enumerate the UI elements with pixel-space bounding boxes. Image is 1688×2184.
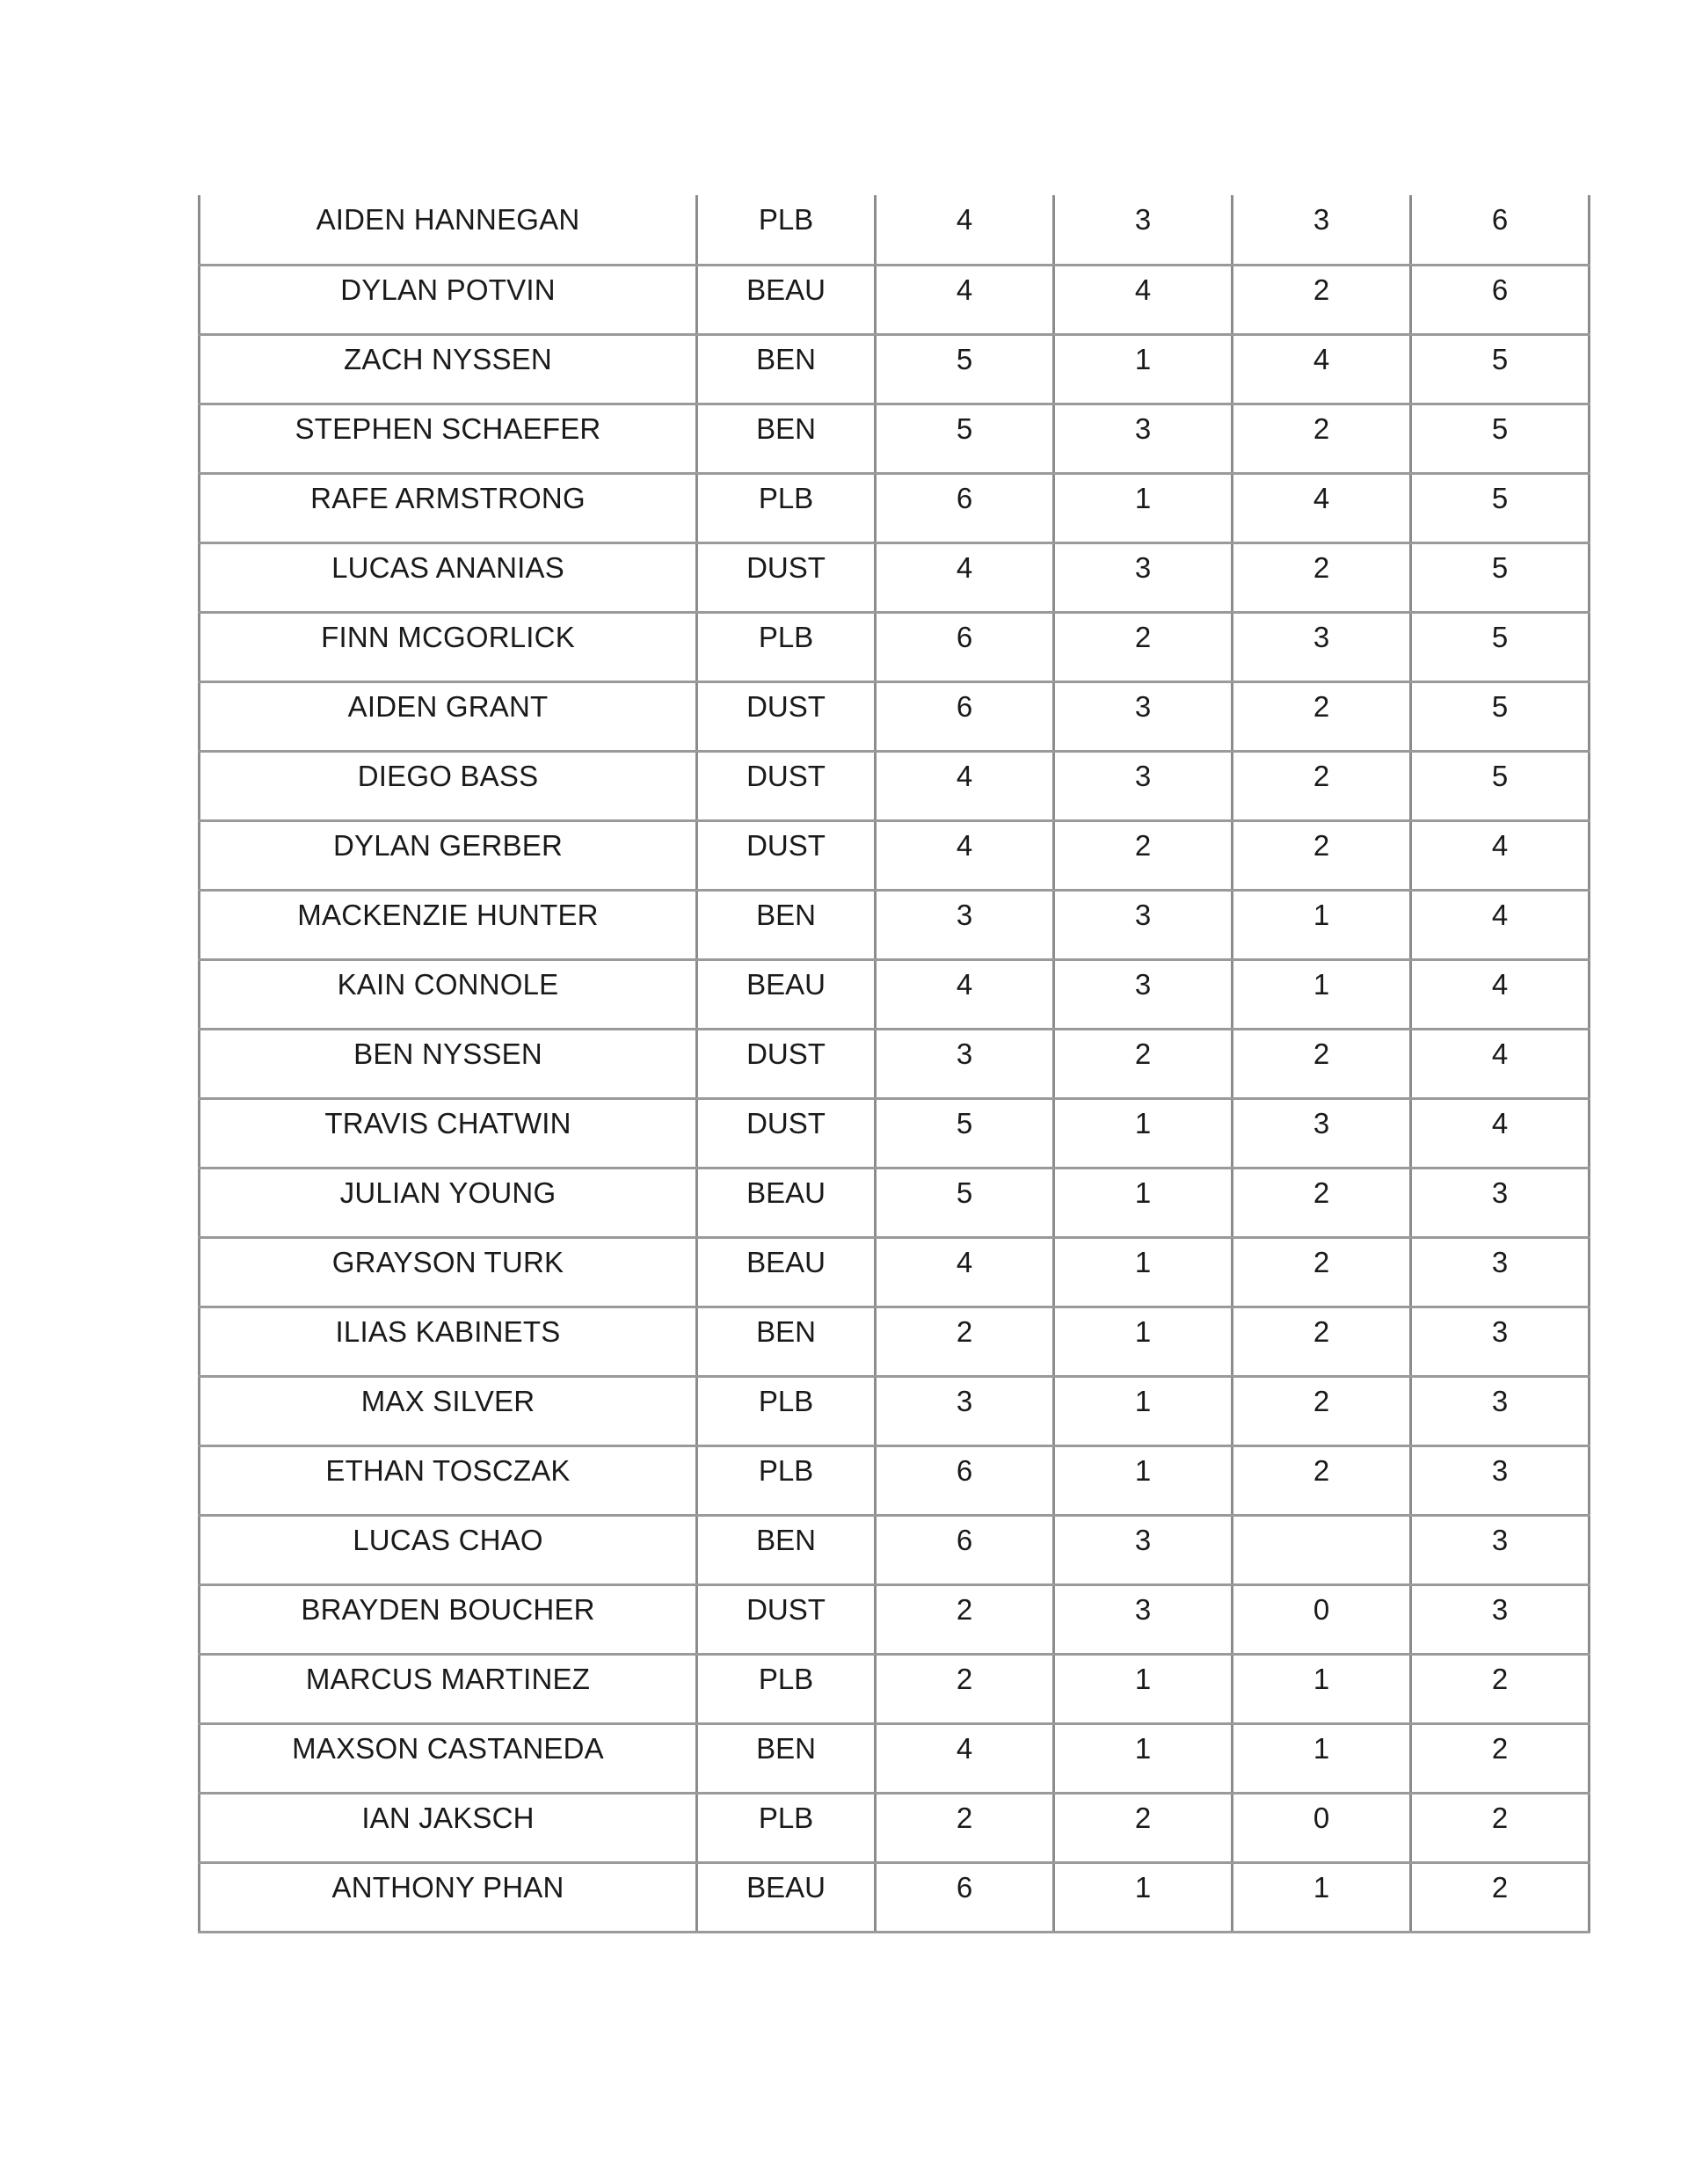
stat-cell: 2 [1411,1862,1590,1932]
team-cell: DUST [697,681,876,751]
team-cell: BEN [697,1307,876,1376]
stat-cell: 6 [876,473,1054,542]
player-name-cell: MAX SILVER [200,1376,697,1445]
stat-cell: 2 [876,1307,1054,1376]
stat-cell: 2 [876,1793,1054,1862]
team-cell: PLB [697,1445,876,1515]
player-name-cell: DIEGO BASS [200,751,697,820]
stat-cell: 1 [1054,1862,1233,1932]
stat-cell: 5 [876,1098,1054,1168]
player-stats-table [198,195,1590,1933]
table-row [200,265,1590,334]
player-name-cell: RAFE ARMSTRONG [200,473,697,542]
team-cell: PLB [697,1654,876,1723]
player-name-cell: MAXSON CASTANEDA [200,1723,697,1793]
stat-cell: 6 [1411,195,1590,265]
stat-cell: 5 [1411,542,1590,612]
player-name-cell: STEPHEN SCHAEFER [200,404,697,473]
stat-cell: 4 [1411,890,1590,959]
stat-cell: 2 [1054,820,1233,890]
stat-cell: 4 [1411,820,1590,890]
player-name-cell: MACKENZIE HUNTER [200,890,697,959]
stat-cell: 6 [876,1515,1054,1584]
stat-cell: 2 [1233,1029,1411,1098]
stat-cell: 5 [1411,612,1590,681]
table-row [200,473,1590,542]
stat-cell: 2 [1233,265,1411,334]
stat-cell: 2 [1233,1168,1411,1237]
stat-cell: 1 [1054,1168,1233,1237]
player-name-cell: LUCAS ANANIAS [200,542,697,612]
stat-cell: 3 [1054,195,1233,265]
table-row [200,612,1590,681]
player-name-cell: LUCAS CHAO [200,1515,697,1584]
stat-cell: 6 [876,1862,1054,1932]
stat-cell: 0 [1233,1793,1411,1862]
team-cell: PLB [697,195,876,265]
stat-cell: 2 [1411,1654,1590,1723]
stat-cell [1233,1515,1411,1584]
stat-cell: 3 [1233,612,1411,681]
player-name-cell: DYLAN POTVIN [200,265,697,334]
stat-cell: 4 [876,1723,1054,1793]
team-cell: BEN [697,1515,876,1584]
stat-cell: 4 [1233,334,1411,404]
stat-cell: 1 [1054,334,1233,404]
stat-cell: 3 [876,890,1054,959]
stat-cell: 5 [876,334,1054,404]
player-name-cell: TRAVIS CHATWIN [200,1098,697,1168]
stat-cell: 2 [1233,1237,1411,1307]
team-cell: DUST [697,1029,876,1098]
table-row [200,1862,1590,1932]
stat-cell: 1 [1233,1723,1411,1793]
player-name-cell: ETHAN TOSCZAK [200,1445,697,1515]
table-row [200,890,1590,959]
stat-cell: 3 [1054,542,1233,612]
stat-cell: 4 [876,959,1054,1029]
team-cell: PLB [697,1376,876,1445]
stat-cell: 3 [1054,890,1233,959]
team-cell: BEN [697,334,876,404]
stat-cell: 4 [876,1237,1054,1307]
stat-cell: 3 [1054,681,1233,751]
team-cell: BEAU [697,265,876,334]
table-row [200,820,1590,890]
table-row [200,1307,1590,1376]
player-name-cell: ZACH NYSSEN [200,334,697,404]
stat-cell: 4 [1411,959,1590,1029]
stat-cell: 3 [876,1029,1054,1098]
stat-cell: 3 [1054,959,1233,1029]
stat-cell: 1 [1233,1862,1411,1932]
stat-cell: 1 [1054,1376,1233,1445]
stat-cell: 5 [1411,404,1590,473]
table-row [200,751,1590,820]
stat-cell: 1 [1054,1654,1233,1723]
stat-cell: 1 [1054,1723,1233,1793]
table-row [200,334,1590,404]
team-cell: BEAU [697,1862,876,1932]
stat-cell: 3 [1411,1168,1590,1237]
player-name-cell: BRAYDEN BOUCHER [200,1584,697,1654]
player-name-cell: IAN JAKSCH [200,1793,697,1862]
stat-cell: 1 [1054,473,1233,542]
stat-cell: 3 [1054,404,1233,473]
stat-cell: 1 [1054,1307,1233,1376]
player-name-cell: FINN MCGORLICK [200,612,697,681]
team-cell: DUST [697,1584,876,1654]
table-row [200,1029,1590,1098]
stat-cell: 3 [1411,1307,1590,1376]
stat-cell: 3 [876,1376,1054,1445]
stat-cell: 4 [876,265,1054,334]
stat-cell: 5 [876,404,1054,473]
stat-cell: 2 [876,1654,1054,1723]
stat-cell: 2 [1054,1793,1233,1862]
stat-cell: 1 [1233,959,1411,1029]
player-name-cell: AIDEN HANNEGAN [200,195,697,265]
stat-cell: 3 [1411,1237,1590,1307]
team-cell: PLB [697,473,876,542]
team-cell: BEAU [697,959,876,1029]
team-cell: PLB [697,612,876,681]
stat-cell: 4 [1233,473,1411,542]
stat-cell: 2 [1411,1793,1590,1862]
stat-cell: 2 [876,1584,1054,1654]
stat-cell: 3 [1411,1376,1590,1445]
team-cell: BEAU [697,1237,876,1307]
stat-cell: 1 [1054,1237,1233,1307]
stat-cell: 1 [1233,1654,1411,1723]
table-row [200,195,1590,265]
player-name-cell: ILIAS KABINETS [200,1307,697,1376]
stat-cell: 4 [876,195,1054,265]
stat-cell: 3 [1233,1098,1411,1168]
table-row [200,681,1590,751]
stat-cell: 3 [1054,751,1233,820]
stat-cell: 3 [1411,1584,1590,1654]
team-cell: BEN [697,404,876,473]
stat-cell: 4 [1411,1029,1590,1098]
stat-cell: 2 [1233,751,1411,820]
table-row [200,1515,1590,1584]
stat-cell: 5 [1411,751,1590,820]
player-name-cell: DYLAN GERBER [200,820,697,890]
player-name-cell: AIDEN GRANT [200,681,697,751]
stat-cell: 5 [876,1168,1054,1237]
team-cell: DUST [697,820,876,890]
player-name-cell: ANTHONY PHAN [200,1862,697,1932]
stat-cell: 5 [1411,473,1590,542]
stat-cell: 4 [1054,265,1233,334]
table-body [200,195,1590,1932]
stat-cell: 4 [876,820,1054,890]
stat-cell: 3 [1233,195,1411,265]
table-row [200,1793,1590,1862]
stat-cell: 2 [1233,1445,1411,1515]
table-row [200,1168,1590,1237]
stat-cell: 2 [1054,1029,1233,1098]
stat-cell: 2 [1233,542,1411,612]
stat-cell: 3 [1411,1515,1590,1584]
stat-cell: 6 [876,612,1054,681]
stat-cell: 2 [1411,1723,1590,1793]
stat-cell: 2 [1233,820,1411,890]
player-name-cell: GRAYSON TURK [200,1237,697,1307]
stat-cell: 4 [876,542,1054,612]
stat-cell: 2 [1054,612,1233,681]
stat-cell: 3 [1411,1445,1590,1515]
stat-cell: 2 [1233,1376,1411,1445]
team-cell: BEN [697,1723,876,1793]
table-row [200,959,1590,1029]
stat-cell: 1 [1054,1098,1233,1168]
stat-cell: 4 [1411,1098,1590,1168]
team-cell: BEAU [697,1168,876,1237]
team-cell: DUST [697,542,876,612]
stat-cell: 5 [1411,334,1590,404]
table-row [200,1098,1590,1168]
stat-cell: 1 [1054,1445,1233,1515]
stat-cell: 3 [1054,1515,1233,1584]
table-row [200,1376,1590,1445]
table-row [200,542,1590,612]
stat-cell: 4 [876,751,1054,820]
table-row [200,1654,1590,1723]
stat-cell: 1 [1233,890,1411,959]
stat-cell: 2 [1233,1307,1411,1376]
player-name-cell: JULIAN YOUNG [200,1168,697,1237]
table-row [200,1723,1590,1793]
stat-cell: 6 [1411,265,1590,334]
player-name-cell: KAIN CONNOLE [200,959,697,1029]
stat-cell: 6 [876,681,1054,751]
table-row [200,1584,1590,1654]
stat-cell: 2 [1233,681,1411,751]
player-name-cell: MARCUS MARTINEZ [200,1654,697,1723]
stat-cell: 3 [1054,1584,1233,1654]
team-cell: DUST [697,751,876,820]
stat-cell: 6 [876,1445,1054,1515]
team-cell: PLB [697,1793,876,1862]
stat-cell: 2 [1233,404,1411,473]
team-cell: BEN [697,890,876,959]
stat-cell: 5 [1411,681,1590,751]
stat-cell: 0 [1233,1584,1411,1654]
table-row [200,1237,1590,1307]
table-row [200,404,1590,473]
team-cell: DUST [697,1098,876,1168]
table-row [200,1445,1590,1515]
player-name-cell: BEN NYSSEN [200,1029,697,1098]
